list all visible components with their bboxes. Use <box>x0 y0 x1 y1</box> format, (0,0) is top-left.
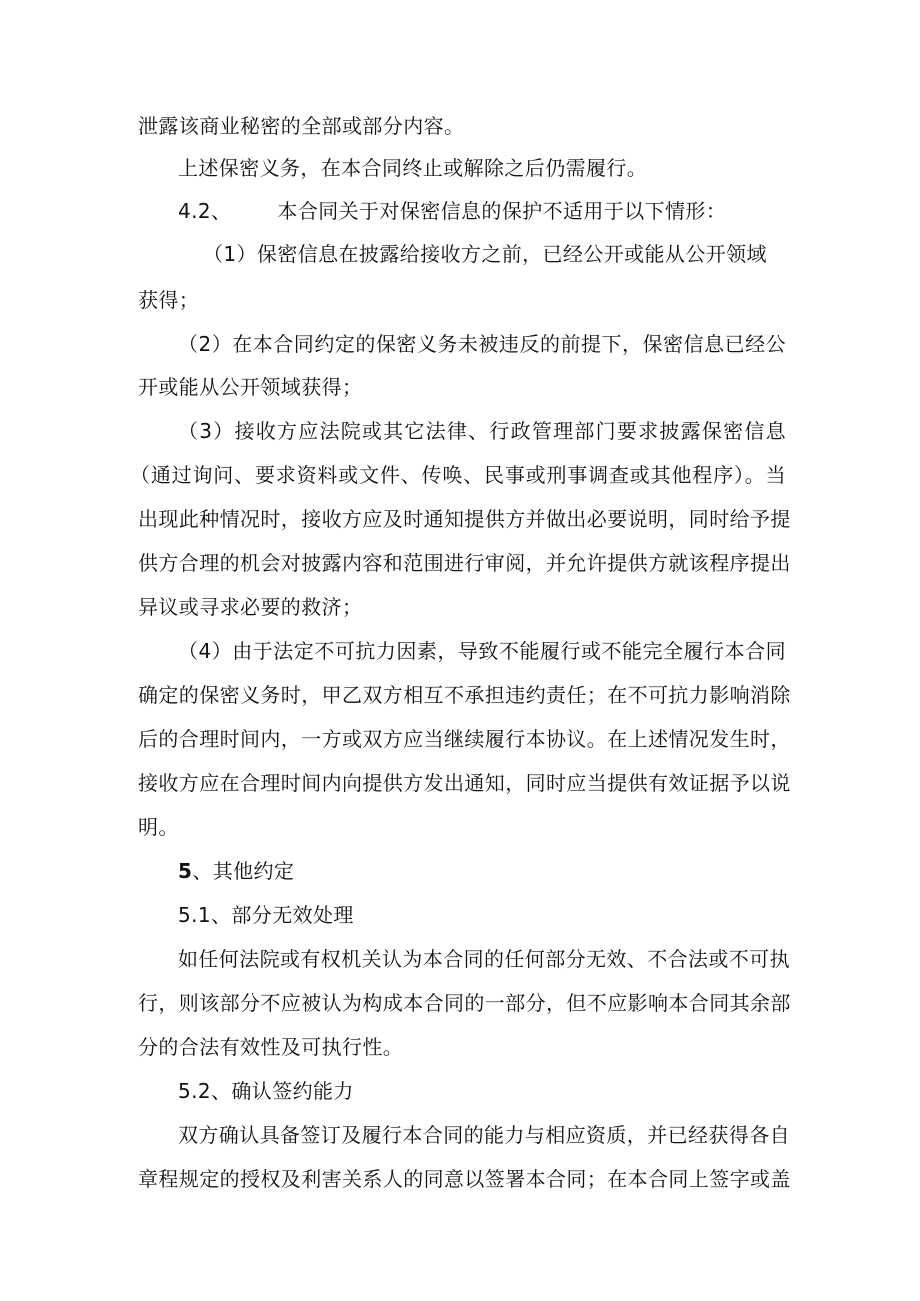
clause-5-1-heading: 5.1、部分无效处理 <box>178 903 354 927</box>
text-line: 后的合理时间内，一方或双方应当继续履行本协议。在上述情况发生时， <box>138 727 791 751</box>
text-line: 接收方应在合理时间内向提供方发出通知，同时应当提供有效证据予以说 <box>138 771 791 795</box>
text-line: 如任何法院或有权机关认为本合同的任何部分无效、不合法或不可执 <box>178 947 790 971</box>
text-line: 获得； <box>138 288 200 312</box>
section-title: 、其他约定 <box>192 859 295 883</box>
text-line: 双方确认具备签订及履行本合同的能力与相应资质，并已经获得各自 <box>178 1123 790 1147</box>
text-line: （1）保密信息在披露给接收方之前，已经公开或能从公开领域 <box>203 242 767 266</box>
clause-text: 本合同关于对保密信息的保护不适用于以下情形： <box>277 199 727 223</box>
section-number: 5 <box>178 859 193 883</box>
section-5-heading <box>178 857 294 885</box>
text-line: 明。 <box>138 815 179 839</box>
text-line: 泄露该商业秘密的全部或部分内容。 <box>138 114 465 138</box>
clause-number: 4.2、 <box>178 199 232 223</box>
text-line: 上述保密义务，在本合同终止或解除之后仍需履行。 <box>178 156 648 180</box>
text-line: （2）在本合同约定的保密义务未被违反的前提下，保密信息已经公 <box>178 332 786 356</box>
text-line: 供方合理的机会对披露内容和范围进行审阅，并允许提供方就该程序提出 <box>138 551 791 575</box>
text-line: 行，则该部分不应被认为构成本合同的一部分，但不应影响本合同其余部 <box>138 991 791 1015</box>
text-line: 章程规定的授权及利害关系人的同意以签署本合同；在本合同上签字或盖 <box>138 1167 791 1191</box>
clause-5-2-heading: 5.2、确认签约能力 <box>178 1079 354 1103</box>
text-line: 开或能从公开领域获得； <box>138 375 363 399</box>
clause-4-2-heading <box>178 197 726 225</box>
text-line: 异议或寻求必要的救济； <box>138 595 363 619</box>
text-line: 出现此种情况时，接收方应及时通知提供方并做出必要说明，同时给予提 <box>138 507 791 531</box>
text-line: （4）由于法定不可抗力因素，导致不能履行或不能完全履行本合同 <box>178 639 786 663</box>
text-line: 分的合法有效性及可执行性。 <box>138 1035 404 1059</box>
text-line: 确定的保密义务时，甲乙双方相互不承担违约责任；在不可抗力影响消除 <box>138 683 791 707</box>
text-line: （3）接收方应法院或其它法律、行政管理部门要求披露保密信息 <box>178 419 786 443</box>
text-line: （通过询问、要求资料或文件、传唤、民事或刑事调查或其他程序）。当 <box>130 463 786 487</box>
